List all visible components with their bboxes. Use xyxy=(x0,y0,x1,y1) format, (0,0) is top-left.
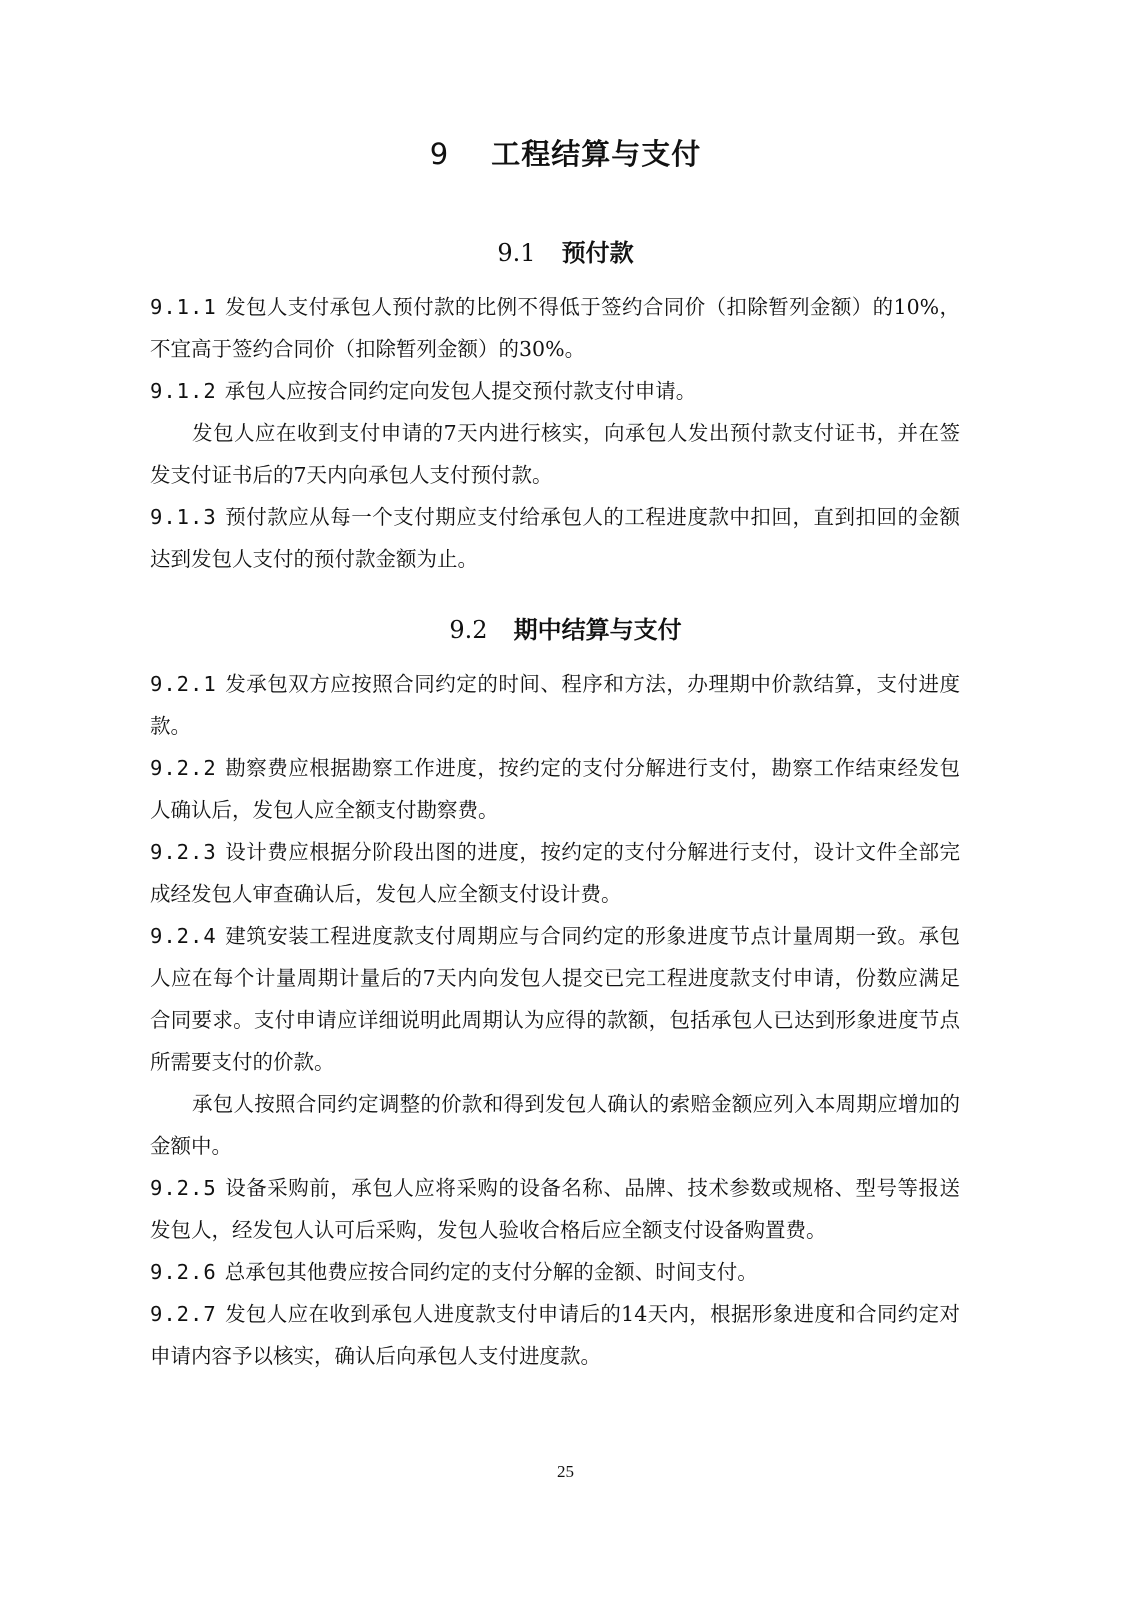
section-title-text: 期中结算与支付 xyxy=(513,616,682,644)
clause-text: 预付款应从每一个支付期应支付给承包人的工程进度款中扣回，直到扣回的金额达到发包人支付的预付款金额为止。 xyxy=(150,505,960,571)
clause-9-2-6 xyxy=(150,1251,960,1293)
clause-9-2-1 xyxy=(150,663,960,747)
section-title-text: 预付款 xyxy=(561,239,634,267)
clause-9-2-2 xyxy=(150,747,960,831)
chapter-title-text: 工程结算与支付 xyxy=(491,137,702,171)
clause-text: 发承包双方应按照合同约定的时间、程序和方法，办理期中价款结算，支付进度款。 xyxy=(150,672,960,738)
clause-9-2-3 xyxy=(150,831,960,915)
clause-number: 9.2.3 xyxy=(150,840,217,864)
clause-text: 发包人支付承包人预付款的比例不得低于签约合同价（扣除暂列金额）的10%，不宜高于签约合同价（扣除暂列金额）的30%。 xyxy=(150,295,960,361)
paragraph-9-1-2-continued xyxy=(150,412,960,496)
page-number: 25 xyxy=(557,1462,574,1481)
clause-text: 发包人应在收到支付申请的7天内进行核实，向承包人发出预付款支付证书，并在签发支付证书后的7天内向承包人支付预付款。 xyxy=(150,421,960,487)
section-title-9-1 xyxy=(0,233,1131,268)
clause-9-1-2 xyxy=(150,370,960,412)
section-9-1-body xyxy=(150,286,960,580)
clause-number: 9.2.1 xyxy=(150,672,217,696)
clause-text: 建筑安装工程进度款支付周期应与合同约定的形象进度节点计量周期一致。承包人应在每个计量周期计量后的7天内向发包人提交已完工程进度款支付申请，份数应满足合同要求。支付申请应详细说明此周期认为应得的款额，包括承包人已达到形象进度节点所需要支付的价款。 xyxy=(150,924,960,1074)
paragraph-9-2-4-continued xyxy=(150,1083,960,1167)
clause-number: 9.1.3 xyxy=(150,505,217,529)
section-number: 9.1 xyxy=(497,239,536,267)
clause-text: 设备采购前，承包人应将采购的设备名称、品牌、技术参数或规格、型号等报送发包人，经发包人认可后采购，发包人验收合格后应全额支付设备购置费。 xyxy=(150,1176,960,1242)
clause-number: 9.2.2 xyxy=(150,756,217,780)
clause-9-2-7 xyxy=(150,1293,960,1377)
clause-number: 9.2.6 xyxy=(150,1260,217,1284)
clause-9-1-1 xyxy=(150,286,960,370)
clause-text: 总承包其他费应按合同约定的支付分解的金额、时间支付。 xyxy=(224,1260,758,1284)
chapter-title xyxy=(0,132,1131,173)
clause-9-2-5 xyxy=(150,1167,960,1251)
clause-text: 勘察费应根据勘察工作进度，按约定的支付分解进行支付，勘察工作结束经发包人确认后，发包人应全额支付勘察费。 xyxy=(150,756,960,822)
clause-text: 承包人应按合同约定向发包人提交预付款支付申请。 xyxy=(224,379,697,403)
clause-9-1-3 xyxy=(150,496,960,580)
clause-number: 9.2.4 xyxy=(150,924,217,948)
clause-number: 9.1.2 xyxy=(150,379,217,403)
clause-number: 9.2.7 xyxy=(150,1302,217,1326)
clause-text: 设计费应根据分阶段出图的进度，按约定的支付分解进行支付，设计文件全部完成经发包人审查确认后，发包人应全额支付设计费。 xyxy=(150,840,960,906)
chapter-number: 9 xyxy=(429,137,450,171)
clause-text: 承包人按照合同约定调整的价款和得到发包人确认的索赔金额应列入本周期应增加的金额中。 xyxy=(150,1092,960,1158)
section-number: 9.2 xyxy=(449,616,488,644)
clause-number: 9.2.5 xyxy=(150,1176,217,1200)
section-9-2-body xyxy=(150,663,960,1377)
section-title-9-2 xyxy=(0,610,1131,645)
clause-number: 9.1.1 xyxy=(150,295,217,319)
clause-9-2-4 xyxy=(150,915,960,1083)
clause-text: 发包人应在收到承包人进度款支付申请后的14天内，根据形象进度和合同约定对申请内容予以核实，确认后向承包人支付进度款。 xyxy=(150,1302,960,1368)
